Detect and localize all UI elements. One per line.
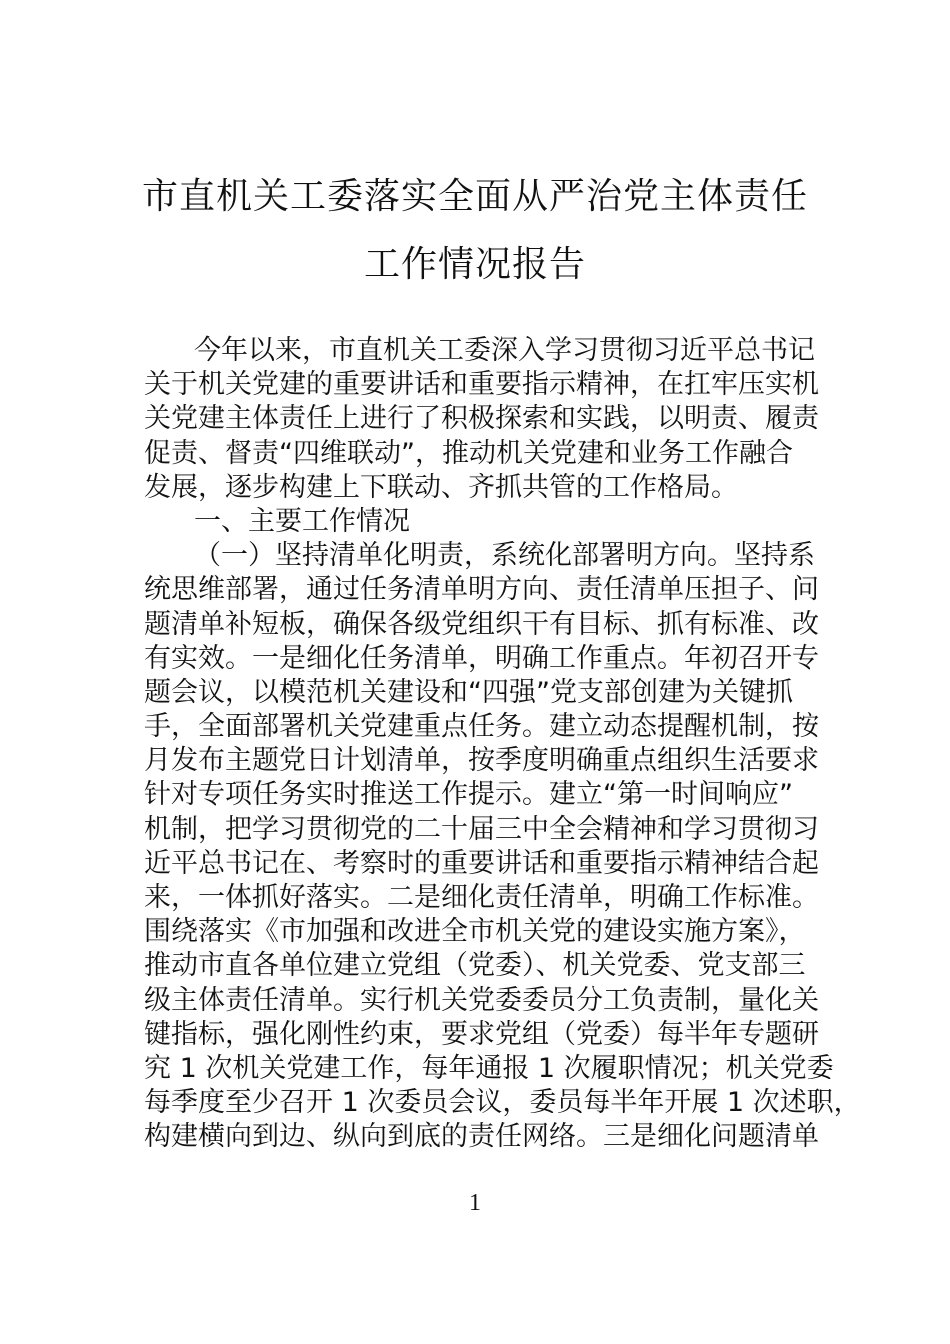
body-line: 每季度至少召开 1 次委员会议，委员每半年开展 1 次述职， (144, 1087, 861, 1119)
body-line: 机制，把学习贯彻党的二十届三中全会精神和学习贯彻习 (144, 813, 819, 845)
body-line: 针对专项任务实时推送工作提示。建立“第一时间响应” (144, 779, 793, 811)
section-heading: 一、主要工作情况 (194, 505, 410, 537)
page-number: 1 (469, 1190, 481, 1216)
body-line: 关党建主体责任上进行了积极探索和实践，以明责、履责 (144, 403, 819, 435)
body-line: 题会议，以模范机关建设和“四强”党支部创建为关键抓 (144, 676, 793, 708)
body-line: 围绕落实《市加强和改进全市机关党的建设实施方案》， (144, 916, 806, 948)
body-line: 关于机关党建的重要讲话和重要指示精神，在扛牢压实机 (144, 369, 819, 401)
body-line: 题清单补短板，确保各级党组织干有目标、抓有标准、改 (144, 608, 819, 640)
body-line: 键指标，强化刚性约束，要求党组（党委）每半年专题研 (144, 1018, 819, 1050)
body-line: 今年以来，市直机关工委深入学习贯彻习近平总书记 (194, 335, 815, 366)
body-line: 来，一体抓好落实。二是细化责任清单，明确工作标准。 (144, 882, 819, 913)
body-line: 级主体责任清单。实行机关党委委员分工负责制，量化关 (144, 984, 819, 1016)
body-line: 手，全面部署机关党建重点任务。建立动态提醒机制，按 (144, 711, 819, 743)
body-line: 促责、督责“四维联动”，推动机关党建和业务工作融合 (144, 437, 793, 469)
body-line: 构建横向到边、纵向到底的责任网络。三是细化问题清单 (144, 1121, 819, 1153)
body-line: 究 1 次机关党建工作，每年通报 1 次履职情况；机关党委 (144, 1052, 834, 1084)
document-body (144, 334, 861, 1155)
body-line: 发展，逐步构建上下联动、齐抓共管的工作格局。 (144, 471, 738, 503)
body-line: 有实效。一是细化任务清单，明确工作重点。年初召开专 (144, 642, 819, 674)
body-line: 统思维部署，通过任务清单明方向、责任清单压担子、问 (144, 574, 819, 606)
body-line: 推动市直各单位建立党组（党委）、机关党委、党支部三 (144, 950, 806, 982)
body-line: （一）坚持清单化明责，系统化部署明方向。坚持系 (194, 540, 815, 572)
document-title-line-1: 市直机关工委落实全面从严治党主体责任 (141, 176, 808, 217)
body-line: 近平总书记在、考察时的重要讲话和重要指示精神结合起 (144, 847, 819, 879)
body-line: 月发布主题党日计划清单，按季度明确重点组织生活要求 (144, 745, 819, 777)
document-title-line-2: 工作情况报告 (363, 244, 586, 285)
